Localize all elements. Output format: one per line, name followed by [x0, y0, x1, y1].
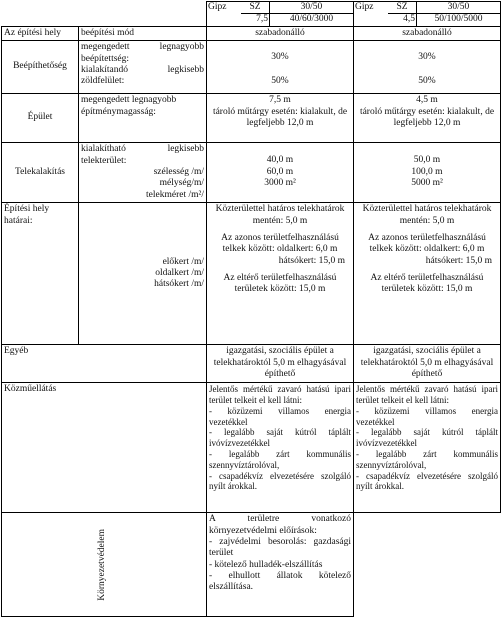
building-line-a [207, 203, 354, 345]
building-b-height: 4,5 m [416, 95, 438, 106]
side-yard-label: oldalkert /m/ [155, 267, 204, 278]
coverage-a-max: 30% [271, 52, 289, 63]
other-label: Egyéb [2, 345, 207, 383]
plot-desc [79, 143, 207, 203]
plot-b [354, 143, 501, 203]
coverage-b-max: 30% [418, 52, 436, 63]
environment-intro: A területre vonatkozó környezetvédelmi előírások: [209, 514, 351, 536]
utilities-a-intro: Jelentős mértékű zavaró hatású ipari terület telkeit el kell látni: [209, 384, 351, 405]
building-line-row [2, 203, 501, 345]
building-mode-row [2, 26, 501, 40]
zone-a-code-cell [207, 2, 354, 27]
utilities-a-item: - legalább saját kútról táplált ivóvízvezetékkel [209, 427, 351, 449]
rear-yard-label: hátsókert /m/ [154, 279, 204, 290]
plot-desc-depth: mélység/m/ [159, 178, 204, 189]
other-row [2, 345, 501, 383]
utilities-label: Közműellátás [2, 383, 207, 513]
other-b: igazgatási, szociális épület a telekhatároktól 5,0 m elhagyásával építhető [354, 345, 501, 383]
utilities-b-item: - legalább zárt kommunális szennyvíztárolóval, [356, 448, 498, 470]
building-a-note: tároló műtárgy esetén: kialakult, de legfeljebb 12,0 m [212, 106, 348, 128]
building-height-row [2, 94, 501, 143]
coverage-a-green: 50% [271, 75, 289, 86]
plot-b-width: 50,0 m [413, 155, 441, 166]
zone-b-code [354, 2, 500, 26]
building-line-b-diff: Az eltérő területfelhasználású területek között: 15,0 m [370, 273, 484, 295]
zone-b-bottom: 50/100/5000 [416, 14, 500, 25]
environment-item: - elhullott állatok kötelező elszállítása. [209, 571, 351, 593]
mode-a-cell: szabadonálló [207, 26, 354, 40]
utilities-b-item: - csapadékvíz elvezetésére szolgáló nyílt árokkal. [356, 470, 498, 492]
building-b-note: tároló műtárgy esetén: kialakult, de legfeljebb 12,0 m [359, 106, 495, 128]
building-line-desc [79, 203, 207, 345]
building-line-b-rear: hátsókert: 15,0 m [425, 255, 492, 266]
utilities-b [354, 383, 501, 513]
building-a-height: 7,5 m [269, 95, 291, 106]
other-a: igazgatási, szociális épület a telekhatároktól 5,0 m elhagyásával építhető [207, 345, 354, 383]
plot-desc-head: kialakítható legkisebb telekterület: [81, 144, 204, 166]
plot-desc-width: szélesség /m/ [153, 166, 204, 177]
environment-a [207, 513, 354, 617]
plot-label: Telekalakítás [2, 143, 79, 203]
plot-row [2, 143, 501, 203]
zone-b-letter: SZ [388, 2, 416, 14]
building-line-b-same: Az azonos területfelhasználású telkek között: oldalkert: 6,0 m [368, 232, 486, 255]
zone-a-top: 30/50 [269, 2, 353, 14]
zone-b-code-cell [354, 2, 501, 27]
building-b [354, 94, 501, 143]
building-line-label: Építési hely határai: [2, 203, 79, 345]
gipz-label: Gipz [208, 2, 227, 12]
site-header-cell: Az építési hely [2, 26, 79, 40]
front-yard-label: előkert /m/ [162, 256, 204, 267]
zone-a-height: 7,5 [256, 14, 268, 25]
zoning-regulation-table [1, 1, 501, 617]
environment-b-empty [354, 513, 501, 617]
zone-b-top: 30/50 [416, 2, 500, 14]
utilities-b-item: - közüzemi villamos energia vezetékkel [356, 405, 498, 427]
building-line-a-rear: hátsókert: 15,0 m [278, 255, 345, 266]
building-line-a-public: Közterülettel határos telekhatárok mentén: 5,0 m [215, 204, 345, 226]
plot-b-depth: 100,0 m [411, 166, 443, 177]
utilities-b-item: - legalább saját kútról táplált ivóvízvezetékkel [356, 427, 498, 449]
zone-code-row [2, 2, 501, 27]
environment-label-cell [2, 513, 207, 617]
building-desc: megengedett legnagyobb építménymagasság: [79, 94, 207, 143]
gipz-label: Gipz [355, 2, 374, 12]
plot-a-depth: 60,0 m [266, 166, 294, 177]
environment-row [2, 513, 501, 617]
zone-b-height: 4,5 [403, 14, 415, 25]
coverage-b-green: 50% [418, 75, 436, 86]
plot-a [207, 143, 354, 203]
coverage-desc [79, 41, 207, 94]
coverage-a [207, 41, 354, 94]
utilities-a [207, 383, 354, 513]
environment-label: Környezetvédelem [97, 528, 107, 601]
zone-a-letter: SZ [241, 2, 269, 14]
plot-b-size: 5000 m² [411, 177, 443, 188]
utilities-row [2, 383, 501, 513]
plot-a-size: 3000 m² [264, 177, 296, 188]
coverage-desc-green: kialakítandó legkisebb zöldfelület: [81, 64, 204, 87]
mode-b-cell: szabadonálló [354, 26, 501, 40]
blank-corner-cell [2, 2, 207, 27]
utilities-a-item: - közüzemi villamos energia vezetékkel [209, 405, 351, 427]
building-line-b-public: Közterülettel határos telekhatárok mentén: 5,0 m [362, 204, 492, 226]
plot-desc-size: telekméret /m²/ [146, 189, 204, 200]
utilities-b-intro: Jelentős mértékű zavaró hatású ipari terület telkeit el kell látni: [356, 384, 498, 405]
building-line-a-diff: Az eltérő területfelhasználású területek között: 15,0 m [223, 273, 337, 295]
environment-item: - zajvédelmi besorolás: gazdasági terület [209, 536, 351, 559]
environment-item: - kötelező hulladék-elszállítás [209, 559, 323, 570]
building-line-b [354, 203, 501, 345]
coverage-desc-max: megengedett legnagyobb beépítettség: [81, 42, 204, 64]
zone-a-code [207, 2, 353, 26]
coverage-row [2, 41, 501, 94]
coverage-label: Beépíthetőség [2, 41, 79, 94]
utilities-a-item: - legalább zárt kommunális szennyvíztárolóval, [209, 448, 351, 470]
utilities-a-item: - csapadékvíz elvezetésére szolgáló nyílt árokkal. [209, 470, 351, 492]
zone-a-bottom: 40/60/3000 [269, 14, 353, 25]
building-line-a-same: Az azonos területfelhasználású telkek között: oldalkert: 6,0 m [221, 232, 339, 255]
building-label: Épület [2, 94, 79, 143]
plot-a-width: 40,0 m [266, 155, 294, 166]
mode-header-cell: beépítési mód [79, 26, 207, 40]
coverage-b [354, 41, 501, 94]
building-a [207, 94, 354, 143]
